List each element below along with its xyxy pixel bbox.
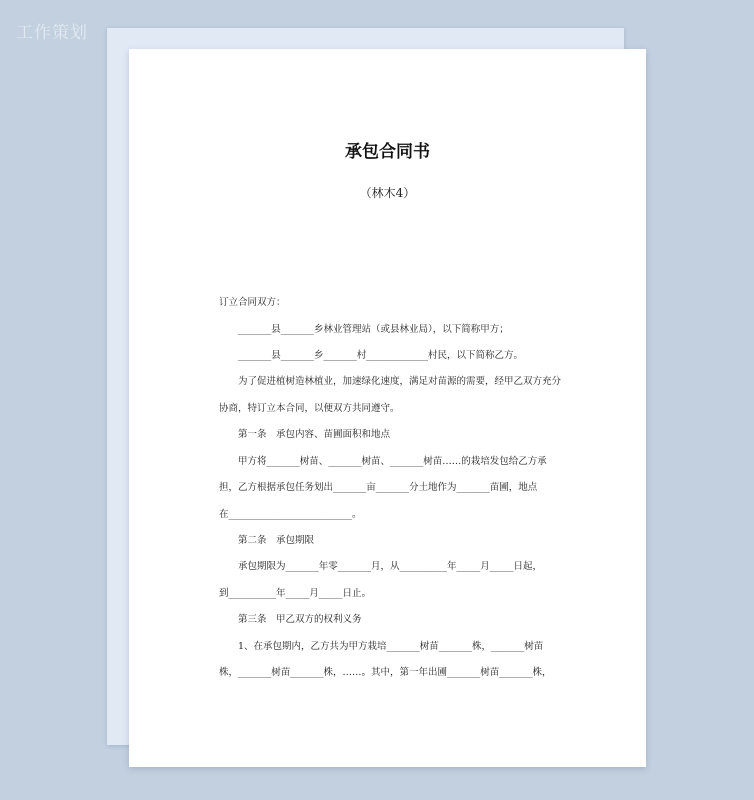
paragraph-line: 株，_______树苗_______株，……。其中，第一年出圃_______树苗_______株，	[219, 667, 552, 678]
section-heading: 第二条 承包期限	[238, 535, 315, 546]
section-heading: 第一条 承包内容、苗圃面积和地点	[238, 429, 391, 440]
watermark-text: 工作策划	[16, 23, 88, 43]
paragraph-line: 订立合同双方：	[219, 297, 286, 308]
paragraph-line: 承包期限为_______年零_______月，从__________年_____月_____日起，	[238, 561, 543, 572]
section-heading: 第三条 甲乙双方的权利义务	[238, 614, 362, 625]
paragraph-line: 到__________年_____月_____日止。	[219, 588, 372, 599]
paragraph-line: 在__________________________。	[219, 509, 362, 520]
paragraph-line: 1、在承包期内，乙方共为甲方栽培_______树苗_______株，_______树苗	[238, 641, 544, 652]
paragraph-line: _______县_______乡_______村_____________村民，以下简称乙方。	[238, 350, 524, 361]
paragraph-line: 为了促进植树造林植业，加速绿化速度，满足对苗源的需要，经甲乙双方充分	[238, 376, 562, 387]
paragraph-line: 甲方将_______树苗、_______树苗、_______树苗……的栽培发包给乙方承	[238, 456, 547, 467]
document-subtitle: （林木4）	[359, 186, 416, 200]
paragraph-line: 协商，特订立本合同，以便双方共同遵守。	[219, 403, 400, 414]
paragraph-line: 担，乙方根据承包任务划出_______亩_______分土地作为_______苗圃，地点	[219, 482, 538, 493]
paragraph-line: _______县_______乡林业管理站（或县林业局），以下简称甲方；	[238, 324, 509, 335]
document-page	[129, 49, 646, 767]
document-title: 承包合同书	[345, 142, 430, 162]
